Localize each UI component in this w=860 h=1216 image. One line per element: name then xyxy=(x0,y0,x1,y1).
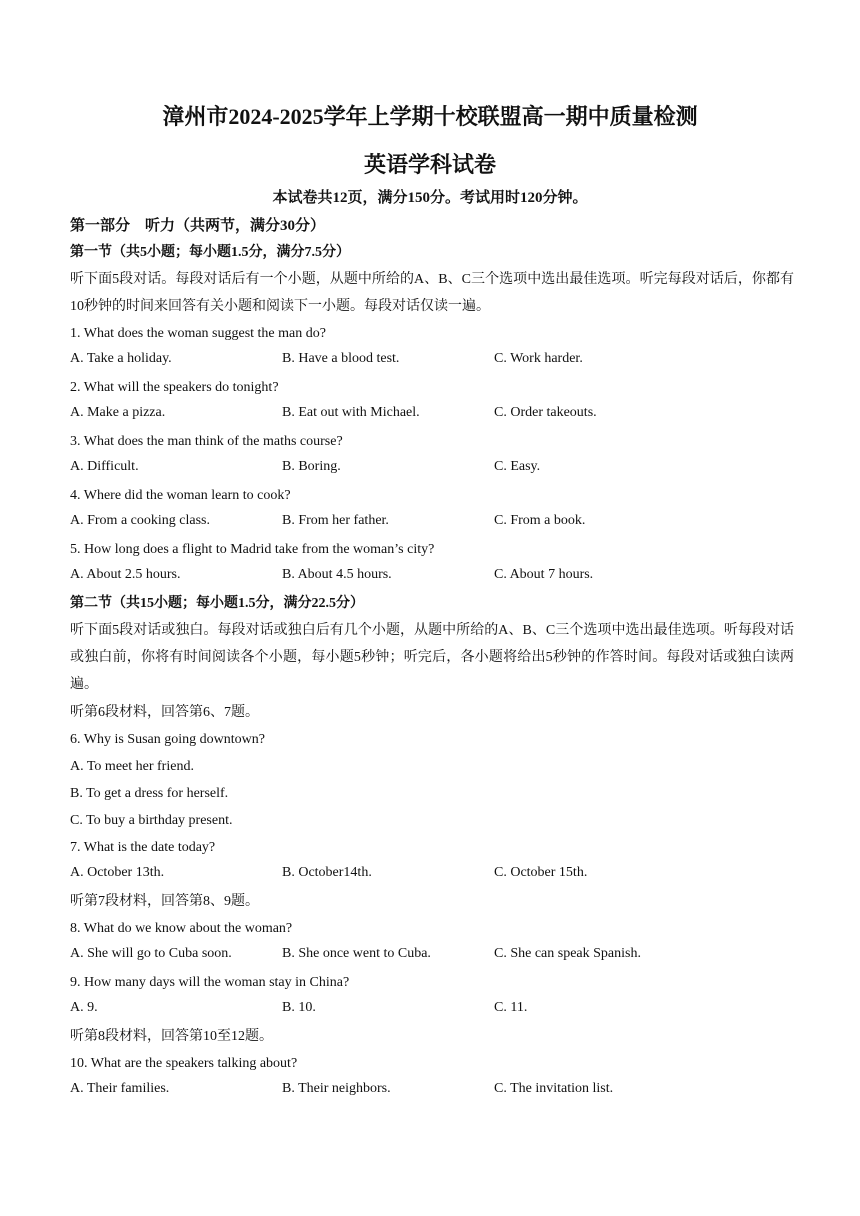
option-a: A. 9. xyxy=(70,1000,98,1015)
option-c: C. She can speak Spanish. xyxy=(494,946,641,961)
question-8: 8. What do we know about the woman? xyxy=(70,921,293,936)
option-a: A. From a cooking class. xyxy=(70,513,210,528)
option-a: A. Their families. xyxy=(70,1081,170,1096)
option-c: C. Work harder. xyxy=(494,351,583,366)
part1-heading: 第一部分 听力（共两节，满分30分） xyxy=(70,218,326,234)
exam-title: 漳州市2024-2025学年上学期十校联盟高一期中质量检测 xyxy=(162,104,698,129)
question-1: 1. What does the woman suggest the man do? xyxy=(70,326,326,341)
option-c: C. October 15th. xyxy=(494,865,588,880)
option-b: B. To get a dress for herself. xyxy=(70,786,229,801)
option-c: C. Easy. xyxy=(494,459,541,474)
exam-subtitle: 英语学科试卷 xyxy=(363,152,496,177)
option-a: A. About 2.5 hours. xyxy=(70,567,181,582)
section1-heading: 第一节（共5小题；每小题1.5分，满分7.5分） xyxy=(70,245,350,260)
question-5: 5. How long does a flight to Madrid take from the woman’s city? xyxy=(70,542,435,557)
options-row-7 xyxy=(70,865,794,885)
option-c: C. 11. xyxy=(494,1000,528,1015)
option-b: B. About 4.5 hours. xyxy=(282,567,392,582)
option-b: B. Have a blood test. xyxy=(282,351,400,366)
question-2: 2. What will the speakers do tonight? xyxy=(70,380,279,395)
option-b: B. Boring. xyxy=(282,459,341,474)
option-c: C. Order takeouts. xyxy=(494,405,597,420)
option-b: B. Their neighbors. xyxy=(282,1081,391,1096)
options-row-4 xyxy=(70,513,794,533)
option-a: A. Make a pizza. xyxy=(70,405,166,420)
question-3: 3. What does the man think of the maths course? xyxy=(70,434,343,449)
option-a: A. To meet her friend. xyxy=(70,759,194,774)
options-row-3 xyxy=(70,459,794,479)
options-row-1 xyxy=(70,351,794,371)
option-c: C. To buy a birthday present. xyxy=(70,813,233,828)
material-8-note: 听第8段材料，回答第10至12题。 xyxy=(70,1029,273,1044)
options-row-8 xyxy=(70,946,794,966)
question-10: 10. What are the speakers talking about? xyxy=(70,1056,298,1071)
option-a: A. Take a holiday. xyxy=(70,351,172,366)
option-c: C. The invitation list. xyxy=(494,1081,614,1096)
material-6-note: 听第6段材料，回答第6、7题。 xyxy=(70,705,259,720)
section2-heading: 第二节（共15小题；每小题1.5分，满分22.5分） xyxy=(70,596,364,611)
option-c: C. From a book. xyxy=(494,513,586,528)
option-b: B. From her father. xyxy=(282,513,389,528)
options-row-5 xyxy=(70,567,794,587)
option-a: A. Difficult. xyxy=(70,459,139,474)
question-4: 4. Where did the woman learn to cook? xyxy=(70,488,291,503)
question-6: 6. Why is Susan going downtown? xyxy=(70,732,265,747)
exam-info: 本试卷共12页，满分150分。考试用时120分钟。 xyxy=(272,190,588,206)
option-c: C. About 7 hours. xyxy=(494,567,594,582)
option-b: B. She once went to Cuba. xyxy=(282,946,431,961)
section1-instructions: 听下面5段对话。每段对话后有一个小题，从题中所给的A、B、C三个选项中选出最佳选项。听完每段对话后，你都有10秒钟的时间来回答有关小题和阅读下一小题。每段对话仅读一遍。 xyxy=(70,272,794,314)
material-7-note: 听第7段材料，回答第8、9题。 xyxy=(70,894,259,909)
option-b: B. October14th. xyxy=(282,865,372,880)
question-9: 9. How many days will the woman stay in China? xyxy=(70,975,350,990)
options-row-2 xyxy=(70,405,794,425)
options-row-9 xyxy=(70,1000,794,1020)
section2-instructions: 听下面5段对话或独白。每段对话或独白后有几个小题，从题中所给的A、B、C三个选项中选出最佳选项。听每段对话或独白前，你将有时间阅读各个小题，每小题5秒钟；听完后，各小题将给出5秒钟的作答时间。每段对话或独白读两遍。 xyxy=(70,623,794,692)
option-a: A. She will go to Cuba soon. xyxy=(70,946,232,961)
question-7: 7. What is the date today? xyxy=(70,840,216,855)
options-row-10 xyxy=(70,1081,794,1101)
option-a: A. October 13th. xyxy=(70,865,165,880)
option-b: B. 10. xyxy=(282,1000,316,1015)
option-b: B. Eat out with Michael. xyxy=(282,405,420,420)
